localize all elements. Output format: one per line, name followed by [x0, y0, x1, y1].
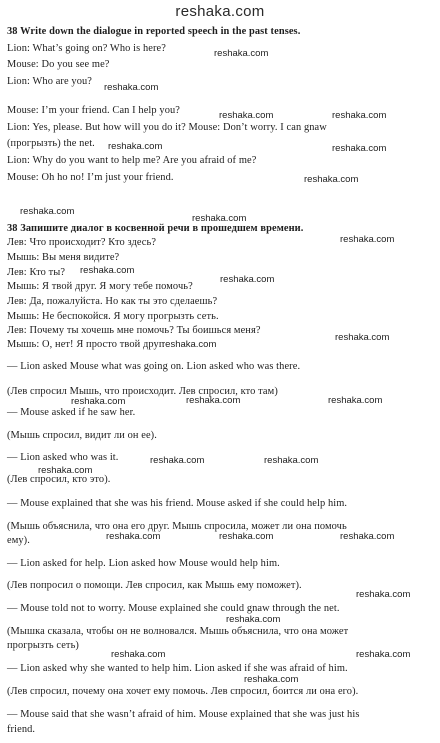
watermark: reshaka.com — [332, 110, 387, 121]
dialogue-line-ru: Мышь: Я твой друг. Я могу тебе помочь? — [7, 281, 193, 292]
watermark: reshaka.com — [219, 531, 274, 542]
watermark: reshaka.com — [104, 82, 159, 93]
answer-line: — Mouse asked if he saw her. — [7, 407, 136, 418]
watermark: reshaka.com — [20, 206, 75, 217]
watermark: reshaka.com — [244, 674, 299, 685]
answer-translation: (Лев спросил Мышь, что происходит. Лев спросил, кто там) — [7, 386, 278, 397]
dialogue-line: (прогрызть) the net. — [7, 138, 95, 149]
answer-translation: (Мышка сказала, чтобы он не волновался. Мышь объяснила, что она может — [7, 626, 349, 637]
watermark: reshaka.com — [71, 396, 126, 407]
answer-translation: (Лев попросил о помощи. Лев спросил, как Мышь ему поможет). — [7, 580, 302, 591]
watermark: reshaka.com — [332, 143, 387, 154]
answer-translation: ему). — [7, 535, 30, 546]
answer-line: — Mouse explained that she was his friend. Mouse asked if she could help him. — [7, 498, 348, 509]
watermark: reshaka.com — [106, 531, 161, 542]
answer-line: — Mouse said that she wasn’t afraid of him. Mouse explained that she was just his — [7, 709, 360, 720]
dialogue-line-ru: Лев: Почему ты хочешь мне помочь? Ты боишься меня? — [7, 325, 261, 336]
dialogue-line: Mouse: Do you see me? — [7, 59, 110, 70]
watermark: reshaka.com — [356, 589, 411, 600]
dialogue-line: Lion: Why do you want to help me? Are you afraid of me? — [7, 155, 257, 166]
answer-translation: (Лев спросил, почему она хочет ему помочь. Лев спросил, боится ли она его). — [7, 686, 359, 697]
answer-translation: (Мышь спросил, видит ли он ее). — [7, 430, 157, 441]
watermark: reshaka.com — [80, 265, 135, 276]
site-watermark-header: reshaka.com — [175, 3, 265, 20]
watermark: reshaka.com — [108, 141, 163, 152]
dialogue-line-ru: Лев: Да, пожалуйста. Но как ты это сделаешь? — [7, 296, 218, 307]
watermark: reshaka.com — [340, 234, 395, 245]
dialogue-line: Lion: Who are you? — [7, 76, 92, 87]
dialogue-line: Mouse: Oh ho no! I’m just your friend. — [7, 172, 174, 183]
answer-line: — Lion asked Mouse what was going on. Lion asked who was there. — [7, 361, 301, 372]
answer-line: — Mouse told not to worry. Mouse explained she could gnaw through the net. — [7, 603, 340, 614]
watermark: reshaka.com — [150, 455, 205, 466]
watermark: reshaka.com — [226, 614, 281, 625]
watermark: reshaka.com — [219, 110, 274, 121]
answer-line: — Lion asked for help. Lion asked how Mouse would help him. — [7, 558, 280, 569]
watermark: reshaka.com — [335, 332, 390, 343]
exercise-heading-russian: 38 Запишите диалог в косвенной речи в прошедшем времени. — [7, 223, 304, 234]
dialogue-line-ru: Мышь: Не беспокойся. Я могу прогрызть сеть. — [7, 311, 219, 322]
dialogue-line-ru: Лев: Кто ты? — [7, 267, 66, 278]
dialogue-line-ru: Лев: Что происходит? Кто здесь? — [7, 237, 157, 248]
dialogue-line: Lion: Yes, please. But how will you do it? Mouse: Don’t worry. I can gnaw — [7, 122, 327, 133]
watermark: reshaka.com — [186, 395, 241, 406]
dialogue-line-ru: Мышь: Вы меня видите? — [7, 252, 120, 263]
watermark: reshaka.com — [214, 48, 269, 59]
answer-line: friend. — [7, 724, 36, 735]
answer-translation: (Лев спросил, кто это). — [7, 474, 111, 485]
answer-line: — Lion asked why she wanted to help him. Lion asked if she was afraid of him. — [7, 663, 348, 674]
watermark: reshaka.com — [356, 649, 411, 660]
answer-line: — Lion asked who was it. — [7, 452, 119, 463]
watermark: reshaka.com — [192, 213, 247, 224]
watermark: reshaka.com — [304, 174, 359, 185]
watermark: reshaka.com — [264, 455, 319, 466]
watermark: reshaka.com — [162, 339, 217, 350]
exercise-heading-english: 38 Write down the dialogue in reported speech in the past tenses. — [7, 26, 301, 37]
answer-translation: прогрызть сеть) — [7, 640, 79, 651]
watermark: reshaka.com — [111, 649, 166, 660]
watermark: reshaka.com — [38, 465, 93, 476]
watermark: reshaka.com — [340, 531, 395, 542]
dialogue-line: Lion: What’s going on? Who is here? — [7, 43, 166, 54]
watermark: reshaka.com — [328, 395, 383, 406]
dialogue-line-ru: Мышь: О, нет! Я просто твой друг. — [7, 339, 165, 350]
watermark: reshaka.com — [220, 274, 275, 285]
answer-translation: (Мышь объяснила, что она его друг. Мышь спросила, может ли она помочь — [7, 521, 347, 532]
dialogue-line: Mouse: I’m your friend. Can I help you? — [7, 105, 180, 116]
